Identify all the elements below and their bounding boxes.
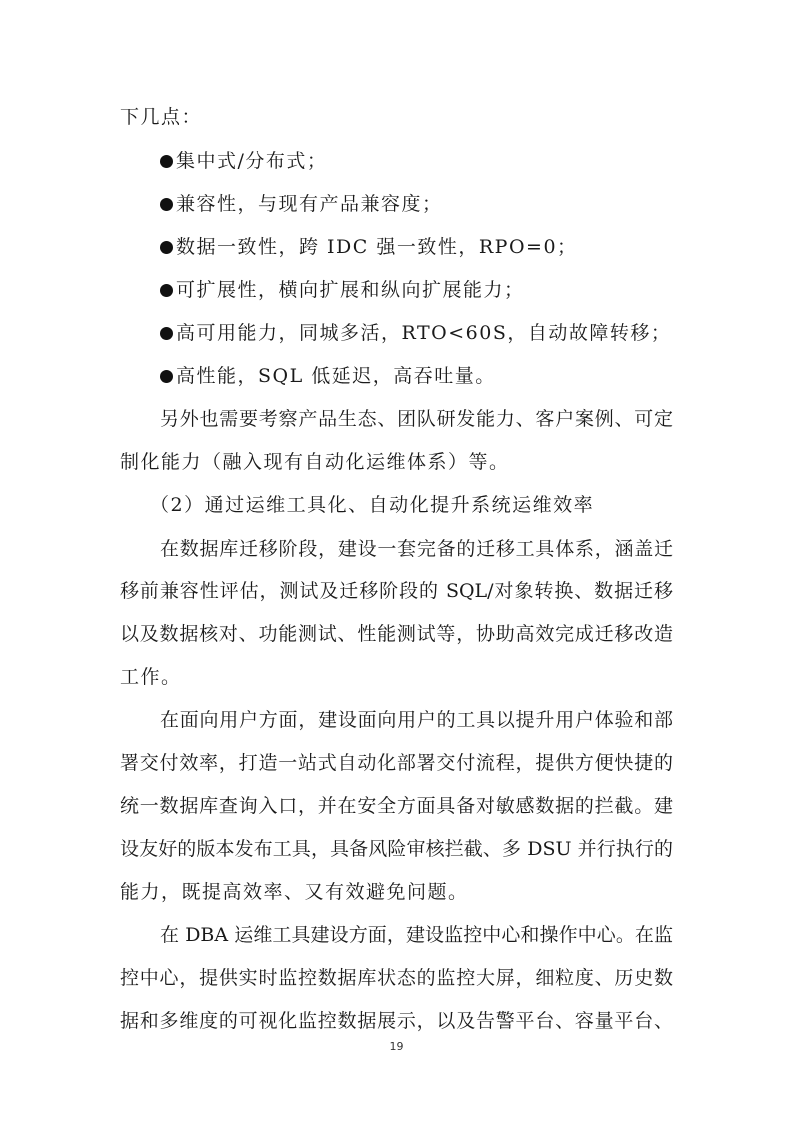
bullet-item: 高性能，SQL 低延迟，高吞吐量。 bbox=[160, 363, 496, 389]
paragraph-line: 能力，既提高效率、又有效避免问题。 bbox=[120, 881, 469, 903]
paragraph-line: 在 DBA 运维工具建设方面，建设监控中心和操作中心。在监 bbox=[160, 924, 673, 946]
paragraph-line: 在面向用户方面，建设面向用户的工具以提升用户体验和部 bbox=[160, 709, 673, 731]
paragraph-line: 以及数据核对、功能测试、性能测试等，协助高效完成迁移改造 bbox=[120, 623, 673, 645]
bullet-item: 数据一致性，跨 IDC 强一致性，RPO=0； bbox=[160, 234, 578, 260]
bullet-item: 高可用能力，同城多活，RTO<60S，自动故障转移； bbox=[160, 320, 671, 346]
bullet-item: 可扩展性，横向扩展和纵向扩展能力； bbox=[160, 277, 525, 303]
bullet-dot-icon bbox=[160, 241, 173, 254]
bullet-dot-icon bbox=[160, 198, 173, 211]
paragraph-line: 据和多维度的可视化监控数据展示，以及告警平台、容量平台、 bbox=[120, 1010, 673, 1032]
paragraph-line: 设友好的版本发布工具，具备风险审核拦截、多 DSU 并行执行的 bbox=[120, 838, 673, 860]
section-heading: （2）通过运维工具化、自动化提升系统运维效率 bbox=[150, 494, 595, 516]
bullet-item: 集中式/分布式； bbox=[160, 148, 327, 174]
paragraph-line: 移前兼容性评估，测试及迁移阶段的 SQL/对象转换、数据迁移 bbox=[120, 580, 673, 602]
bullet-dot-icon bbox=[160, 284, 173, 297]
page-number: 19 bbox=[389, 1040, 404, 1053]
bullet-dot-icon bbox=[160, 370, 173, 383]
paragraph-line: 工作。 bbox=[120, 666, 182, 688]
paragraph-line: 控中心，提供实时监控数据库状态的监控大屏，细粒度、历史数 bbox=[120, 967, 673, 989]
bullet-item: 兼容性，与现有产品兼容度； bbox=[160, 191, 443, 217]
bullet-dot-icon bbox=[160, 327, 173, 340]
paragraph-line: 制化能力（融入现有自动化运维体系）等。 bbox=[120, 451, 510, 473]
intro-tail-text: 下几点： bbox=[120, 106, 203, 128]
paragraph-line: 另外也需要考察产品生态、团队研发能力、客户案例、可定 bbox=[160, 408, 673, 430]
paragraph-line: 在数据库迁移阶段，建设一套完备的迁移工具体系，涵盖迁 bbox=[160, 538, 673, 560]
paragraph-line: 署交付效率，打造一站式自动化部署交付流程，提供方便快捷的 bbox=[120, 752, 673, 774]
paragraph-line: 统一数据库查询入口，并在安全方面具备对敏感数据的拦截。建 bbox=[120, 795, 673, 817]
bullet-dot-icon bbox=[160, 155, 173, 168]
